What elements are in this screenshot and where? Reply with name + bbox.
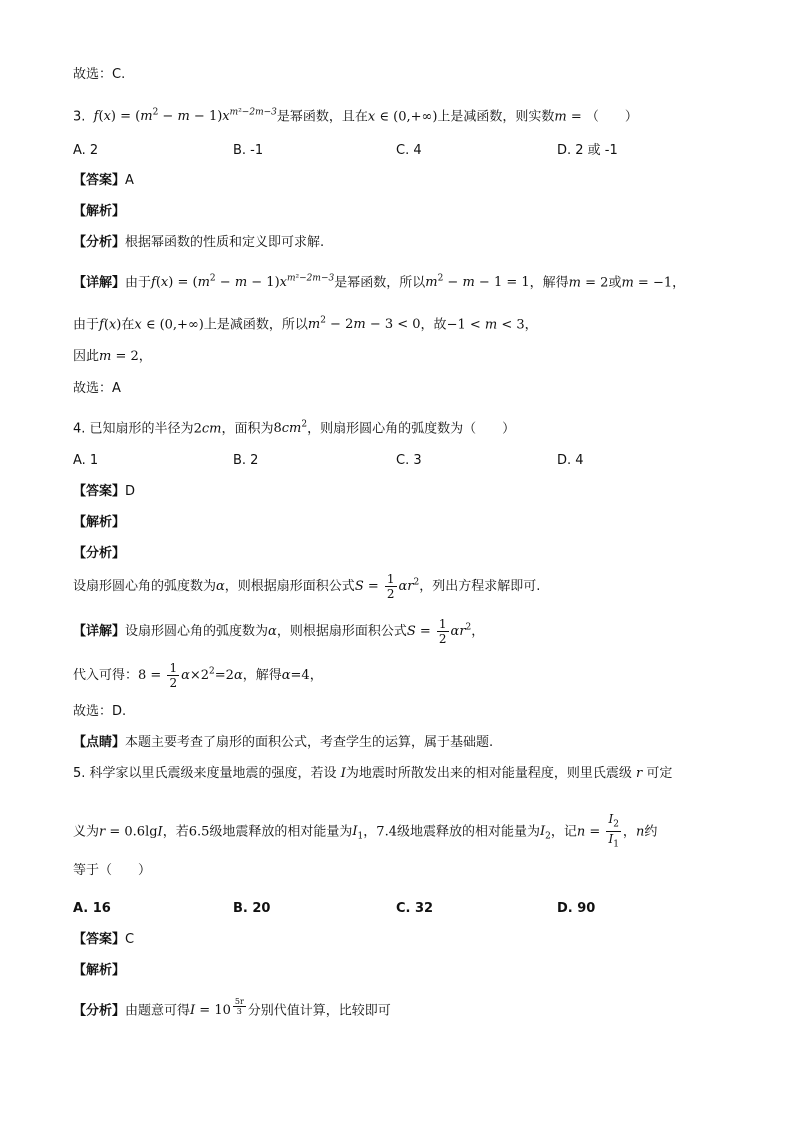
q5-stem-line2: 义为r = 0.6lgI，若6.5级地震释放的相对能量为$I_1$，7.4级地震释放的相对能量为$I_2$，记n = $\frac{I_2}{I_1}$ ，n约 (73, 812, 658, 850)
q4-conclusion: 故选：D. (73, 704, 127, 719)
q5-fenxi: 【分析】由题意可得I = 10 $^{\frac{5r}{3}}$ 分别代值计算，比较即可 (73, 997, 391, 1019)
q3-detail-line1: 【详解】由于$f(x) = (m^2 - m - 1)x^{m^2-2m-3}$是幂函数，所以$m^2 - m - 1 = 1$，解得m = 2或m = −1， (73, 274, 686, 291)
q3-stem-end: 上是减函数，则实数 (437, 109, 555, 125)
q5-option-a: A. 16 (73, 901, 111, 916)
q3-function-formula: $f(x) = (m^2 - m - 1)x^{m^2-2m-3}$ (89, 108, 277, 125)
q4-detail-line1: 【详解】设扇形圆心角的弧度数为α，则根据扇形面积公式S = $\frac{1}{2}$ $\alpha r^2$， (73, 617, 485, 646)
q3-conclusion: 故选：A (73, 381, 121, 396)
q3-detail-line3: 因此m = 2， (73, 349, 152, 364)
q3-fenxi: 【分析】根据幂函数的性质和定义即可求解. (73, 235, 325, 250)
q5-option-d: D. 90 (557, 901, 596, 916)
q4-option-b: B. 2 (233, 453, 259, 468)
q3-stem-mid: 是幂函数，且在 (276, 109, 368, 125)
q4-fenxi-heading: 【分析】 (73, 546, 126, 561)
q4-analysis-heading: 【解析】 (73, 515, 126, 530)
q3-stem (73, 104, 638, 126)
q4-option-c: C. 3 (396, 453, 422, 468)
q4-option-a: A. 1 (73, 453, 99, 468)
q3-option-a: A. 2 (73, 143, 99, 158)
q3-number: 3. (73, 109, 86, 125)
q5-analysis-heading: 【解析】 (73, 963, 126, 978)
q5-stem-line1: 5. 科学家以里氏震级来度量地震的强度，若设 I为地震时所散发出来的相对能量程度，则里氏震级 r 可定 (73, 766, 673, 781)
q4-answer: 【答案】D (73, 484, 136, 499)
q4-option-d: D. 4 (557, 453, 584, 468)
q3-answer: 【答案】A (73, 173, 134, 188)
q5-option-b: B. 20 (233, 901, 271, 916)
q3-option-b: B. -1 (233, 143, 264, 158)
q4-detail-line2: 代入可得：8 = $\frac{1}{2}$ $\alpha\times 2^2=2\alpha$，解得α=4， (73, 661, 323, 690)
q5-option-c: C. 32 (396, 901, 434, 916)
q3-variable: m = (554, 109, 586, 125)
q2-conclusion: 故选：C. (73, 67, 126, 82)
q3-analysis-heading: 【解析】 (73, 204, 126, 219)
q5-answer: 【答案】C (73, 932, 135, 947)
q3-option-d: D. 2 或 -1 (557, 143, 618, 158)
q4-fenxi-text: 设扇形圆心角的弧度数为α，则根据扇形面积公式S = $\frac{1}{2}$ $\alpha r^2$，列出方程求解即可. (73, 572, 541, 601)
q4-comment: 【点睛】本题主要考查了扇形的面积公式，考查学生的运算，属于基础题. (73, 735, 494, 750)
q4-stem: 4. 已知扇形的半径为2cm，面积为$8cm^2$，则扇形圆心角的弧度数为（ ） (73, 420, 516, 437)
q5-stem-line3: 等于（ ） (73, 863, 152, 878)
q3-interval: x ∈ (0,+∞) (367, 109, 438, 125)
q3-stem-tail: （ ） (585, 109, 638, 125)
q3-detail-line2: 由于f(x)在x ∈ (0,+∞)上是减函数，所以$m^2 - 2m - 3 < 0$，故−1 < m < 3， (73, 316, 538, 333)
q3-option-c: C. 4 (396, 143, 422, 158)
